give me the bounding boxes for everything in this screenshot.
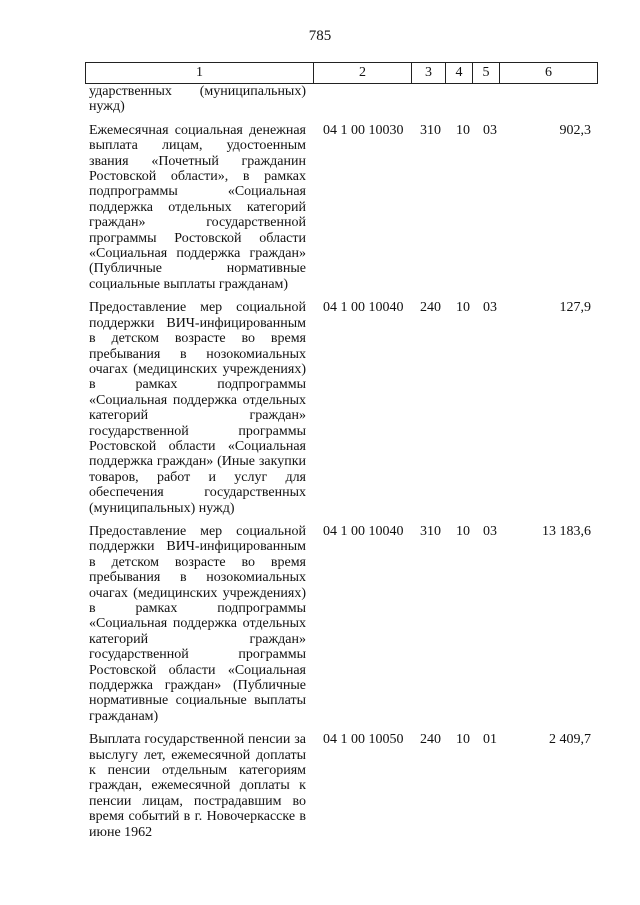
row-amount: 2 409,7	[549, 732, 591, 748]
row-section: 10	[456, 732, 470, 748]
column-header-2: 2	[314, 63, 412, 84]
row-description: ударственных (муниципальных) нужд)	[89, 84, 306, 115]
row-description: Предоставление мер социальной поддержки ВИЧ-инфицированным в детском возрасте во время пребывания в нозокомиальных очагах (медицинских учреждениях) в рамках подпрограммы «Социальная поддержка отдельных категорий граждан» государственной программы Ростовской области «Социальная поддержка граждан» (Публичные нормативные социальные выплаты гражданам)	[89, 523, 306, 724]
row-section: 10	[456, 300, 470, 316]
row-expense-type: 240	[420, 300, 441, 316]
row-subsection: 03	[483, 523, 497, 539]
column-header-5: 5	[473, 63, 500, 84]
column-header-3: 3	[412, 63, 446, 84]
table-row	[85, 300, 597, 516]
row-expense-type: 310	[420, 122, 441, 138]
table-row	[85, 524, 597, 724]
row-description: Ежемесячная социальная денежная выплата лицам, удостоенным звания «Почетный гражданин Ростовской области», в рамках подпрограммы «Социальная поддержка отдельных категорий граждан» государственной программы Ростовской области «Социальная поддержка граждан» (Публичные нормативные социальные выплаты гражданам)	[89, 122, 306, 292]
table-row	[85, 84, 597, 115]
row-subsection: 03	[483, 122, 497, 138]
row-description: Выплата государственной пенсии за выслугу лет, ежемесячной доплаты к пенсии отдельным категориям граждан, ежемесячной доплаты к пенсии лицам, пострадавшим во время событий в г. Новочеркасске в июне 1962	[89, 732, 306, 840]
table-row	[85, 123, 597, 292]
column-header-row	[85, 62, 598, 84]
budget-table-body	[85, 84, 597, 840]
row-target-code: 04 1 00 10050	[323, 732, 404, 748]
table-row	[85, 732, 597, 840]
column-header-6: 6	[500, 63, 598, 84]
row-description: Предоставление мер социальной поддержки ВИЧ-инфицированным в детском возрасте во время пребывания в нозокомиальных очагах (медицинских учреждениях) в рамках подпрограммы «Социальная поддержка отдельных категорий граждан» государственной программы Ростовской области «Социальная поддержка граждан» (Иные закупки товаров, работ и услуг для обеспечения государственных (муниципальных) нужд)	[89, 300, 306, 516]
row-amount: 127,9	[559, 300, 591, 316]
column-header-1: 1	[86, 63, 314, 84]
row-target-code: 04 1 00 10040	[323, 300, 404, 316]
row-expense-type: 310	[420, 523, 441, 539]
column-header-4: 4	[446, 63, 473, 84]
row-amount: 902,3	[559, 122, 591, 138]
row-amount: 13 183,6	[542, 523, 591, 539]
row-target-code: 04 1 00 10030	[323, 122, 404, 138]
row-subsection: 03	[483, 300, 497, 316]
row-expense-type: 240	[420, 732, 441, 748]
row-subsection: 01	[483, 732, 497, 748]
row-target-code: 04 1 00 10040	[323, 523, 404, 539]
row-section: 10	[456, 122, 470, 138]
row-section: 10	[456, 523, 470, 539]
page-number: 785	[308, 28, 332, 44]
